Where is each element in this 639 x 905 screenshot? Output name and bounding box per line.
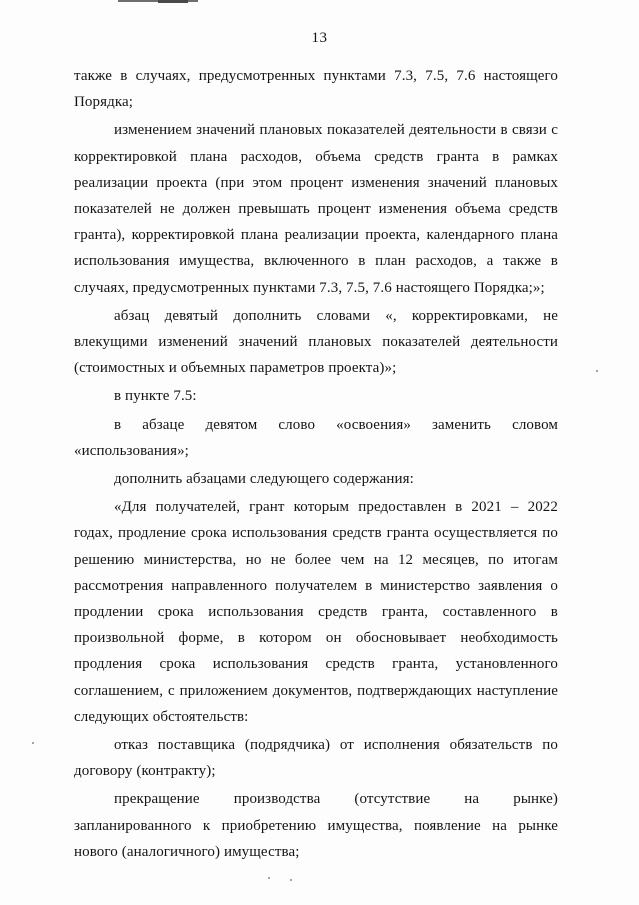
scan-artifact-mark [158,0,188,3]
paragraph-word-replacement: в абзаце девятом слово «освоения» заменить словом «использования»; [74,416,558,459]
paragraph-supplier-refusal: отказ поставщика (подрядчика) от исполнения обязательств по договору (контракту); [74,737,558,780]
paragraph-production-stop: прекращение производства (отсутствие на рынке) запланированного к приобретению имущества, появление на рынке нового (аналогичного) имущества; [74,791,558,860]
scan-speck [268,877,270,879]
paragraph-add-paragraphs: дополнить абзацами следующего содержания: [114,471,414,488]
scan-speck [32,742,34,744]
paragraph-continuation: также в случаях, предусмотренных пунктами 7.3, 7.5, 7.6 настоящего Порядка; [74,68,558,111]
paragraph-plan-changes: изменением значений плановых показателей деятельности в связи с корректировкой плана расходов, объема средств гранта в рамках реализации проекта (при этом процент изменения значений плановых показателей не должен превышать процент изменения объема средств гранта), корректировкой плана реализации проекта, календарного плана использования имущества, включенного в план расходов, а также в случаях, предусмотренных пунктами 7.3, 7.5, 7.6 настоящего Порядка;»; [74,122,558,296]
scan-speck [596,370,598,372]
paragraph-ninth-para-amendment: абзац девятый дополнить словами «, корректировками, не влекущими изменений значений плановых показателей деятельности (стоимостных и объемных параметров проекта)»; [74,307,558,377]
page-number: 13 [311,30,328,46]
scan-speck [290,879,292,881]
paragraph-grant-extension: «Для получателей, грант которым предоставлен в 2021 – 2022 годах, продление срока использования средств гранта осуществляется по решению министерства, но не более чем на 12 месяцев, по итогам рассмотрения направленного получателем в министерство заявления о продлении срока использования средств гранта, составленного в произвольной форме, в котором он обосновывает необходимость продления срока использования средств гранта, установленного соглашением, с приложением документов, подтверждающих наступление следующих обстоятельств: [74,499,558,725]
document-body [74,63,558,865]
paragraph-clause-7-5: в пункте 7.5: [114,388,197,405]
